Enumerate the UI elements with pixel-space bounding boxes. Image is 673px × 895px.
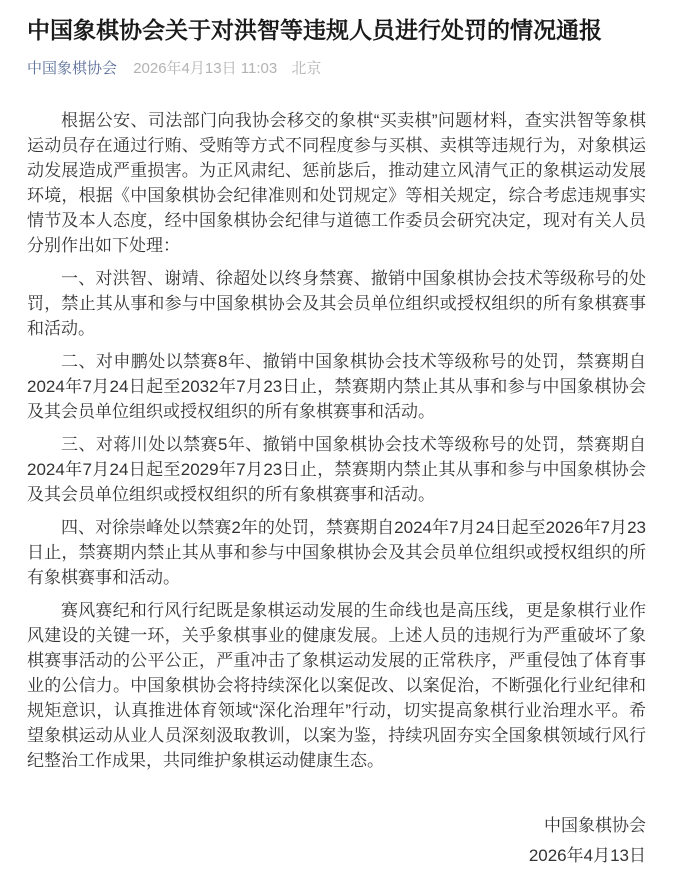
body-paragraph-item-4: 四、对徐崇峰处以禁赛2年的处罚，禁赛期自2024年7月24日起至2026年7月23日止，禁赛期内禁止其从事和参与中国象棋协会及其会员单位组织或授权组织的所有象棋赛事和活动。 xyxy=(27,518,646,588)
publish-datetime: 2026年4月13日 11:03 xyxy=(133,60,278,78)
signature-date: 2026年4月13日 xyxy=(528,846,646,866)
body-paragraph-item-1: 一、对洪智、谢靖、徐超处以终身禁赛、撤销中国象棋协会技术等级称号的处罚，禁止其从事和参与中国象棋协会及其会员单位组织或授权组织的所有象棋赛事和活动。 xyxy=(27,269,646,339)
body-paragraph-item-3: 三、对蒋川处以禁赛5年、撤销中国象棋协会技术等级称号的处罚，禁赛期自2024年7月24日起至2029年7月23日止，禁赛期内禁止其从事和参与中国象棋协会及其会员单位组织或授权组织的所有象棋赛事和活动。 xyxy=(27,435,646,505)
body-paragraph-intro: 根据公安、司法部门向我协会移交的象棋“买卖棋”问题材料，查实洪智等象棋运动员存在通过行贿、受贿等方式不同程度参与买棋、卖棋等违规行为，对象棋运动发展造成严重损害。为正风肃纪、惩前毖后，推动建立风清气正的象棋运动发展环境，根据《中国象棋协会纪律准则和处罚规定》等相关规定，综合考虑违规事实情节及本人态度，经中国象棋协会纪律与道德工作委员会研究决定，现对有关人员分别作出如下处理： xyxy=(27,111,646,256)
signature-org: 中国象棋协会 xyxy=(544,816,646,836)
body-paragraph-item-2: 二、对申鹏处以禁赛8年、撤销中国象棋协会技术等级称号的处罚，禁赛期自2024年7月24日起至2032年7月23日止，禁赛期内禁止其从事和参与中国象棋协会及其会员单位组织或授权组织的所有象棋赛事和活动。 xyxy=(27,352,646,422)
body-paragraph-closing: 赛风赛纪和行风行纪既是象棋运动发展的生命线也是高压线，更是象棋行业作风建设的关键一环，关乎象棋事业的健康发展。上述人员的违规行为严重破坏了象棋赛事活动的公平公正，严重冲击了象棋运动发展的正常秩序，严重侵蚀了体育事业的公信力。中国象棋协会将持续深化以案促改、以案促治，不断强化行业纪律和规矩意识，认真推进体育领域“深化治理年”行动，切实提高象棋行业治理水平。希望象棋运动从业人员深刻汲取教训，以案为鉴，持续巩固夯实全国象棋领域行风行纪整治工作成果，共同维护象棋运动健康生态。 xyxy=(27,601,646,771)
signature-block xyxy=(27,811,646,871)
byline xyxy=(27,59,646,79)
publish-location: 北京 xyxy=(291,60,322,78)
article-title: 中国象棋协会关于对洪智等违规人员进行处罚的情况通报 xyxy=(27,17,602,43)
article-body xyxy=(27,108,646,773)
author-link[interactable]: 中国象棋协会 xyxy=(27,60,118,78)
